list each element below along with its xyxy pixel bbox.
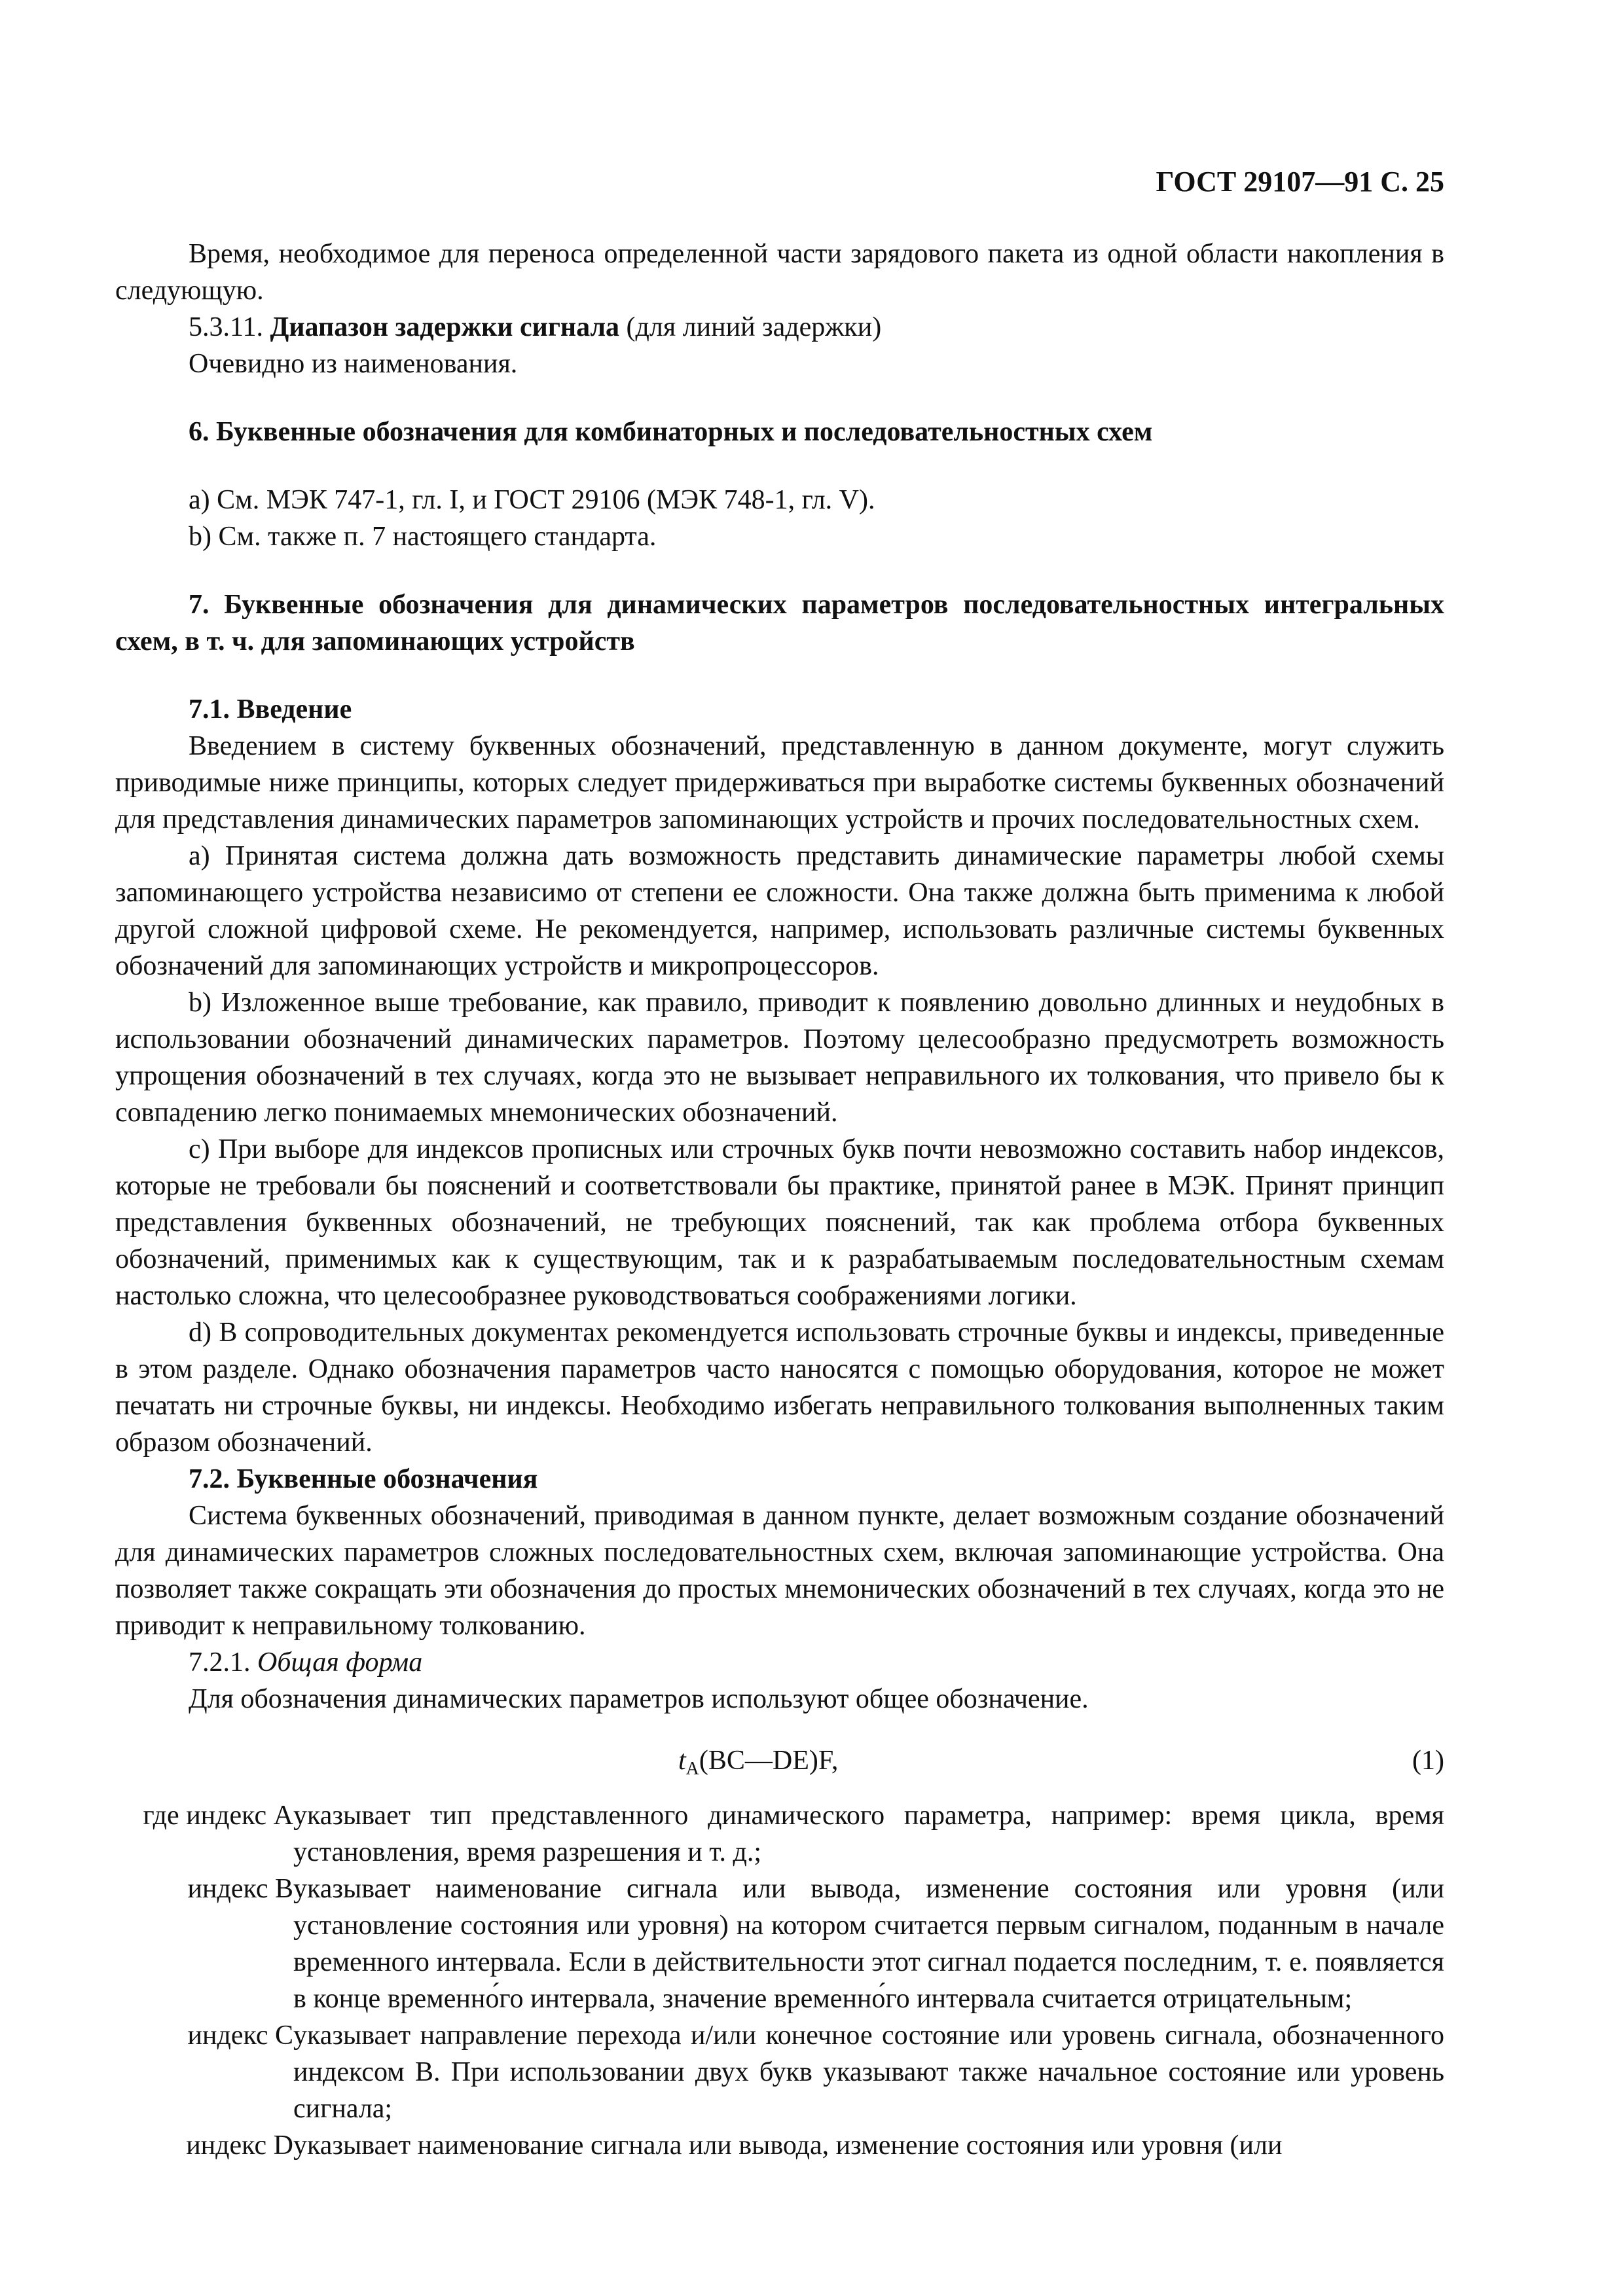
paragraph-obvious: Очевидно из наименования. [189,349,518,379]
paragraph-transfer-time: Время, необходимое для переноса определенной части зарядового пакета из одной области накопления в следующую. [115,239,1444,306]
formula-arguments: (BC—DE)F, [699,1746,839,1776]
formula-number: (1) [1412,1746,1444,1776]
definition-index-b [115,1871,1444,2017]
section-7-1-intro: Введением в систему буквенных обозначений, представленную в данном документе, могут служить приводимые ниже принципы, которых следует придерживаться при выработке системы буквенных обозначений для представления динамических параметров запоминающих устройств и прочих последовательностных схем. [115,731,1444,834]
section-7-2-heading: 7.2. Буквенные обозначения [189,1464,538,1494]
definition-index-d [115,2127,1444,2164]
definition-label: индекс D [186,2130,293,2161]
section-7-1-item-b: b) Изложенное выше требование, как правило, приводит к появлению довольно длинных и неудобных в использовании обозначений динамических параметров. Поэтому целесообразно предусмотреть возможность упрощения обозначений в тех случаях, когда это не вызывает неправильного их толкования, что привело бы к совпадению легко понимаемых мнемонических обозначений. [115,988,1444,1128]
section-7-2-1-number: 7.2.1. [189,1647,251,1677]
item-5-3-11 [115,309,1444,346]
section-7-1-item-a: a) Принятая система должна дать возможность представить динамические параметры любой схемы запоминающего устройства независимо от степени ее сложности. Она также должна быть применима к любой другой сложной цифровой схеме. Не рекомендуется, например, использовать различные системы буквенных обозначений для запоминающих устройств и микропроцессоров. [115,841,1444,981]
formula-expression [678,1742,838,1787]
page-content [115,236,1444,2164]
section-7-2-1-heading [115,1644,1444,1681]
formula-symbol: t [678,1746,686,1776]
running-header: ГОСТ 29107—91 С. 25 [1156,166,1444,198]
section-7-heading: 7. Буквенные обозначения для динамических параметров последовательностных интегральных схем, в т. ч. для запоминающих устройств [115,590,1444,656]
definition-index-c [115,2017,1444,2127]
section-7-1-item-c: c) При выборе для индексов прописных или строчных букв почти невозможно составить набор индексов, которые не требовали бы пояснений и соответствовали бы практике, принятой ранее в МЭК. Принят принцип представления буквенных обозначений, не требующих пояснений, так как проблема отбора буквенных обозначений, применимых как к существующим, так и к разрабатываемым последовательностным схемам настолько сложна, что целесообразнее руководствоваться соображениями логики. [115,1134,1444,1311]
item-5-3-11-number: 5.3.11. [189,312,263,342]
section-6-item-b: b) См. также п. 7 настоящего стандарта. [189,522,657,552]
section-7-2-1-text: Для обозначения динамических параметров используют общее обозначение. [189,1684,1089,1714]
item-5-3-11-note: (для линий задержки) [626,312,882,342]
definition-text: указывает наименование сигнала или вывода, изменение состояния или уровня (или [293,2130,1283,2161]
index-definitions [115,1797,1444,2164]
section-7-2-intro: Система буквенных обозначений, приводимая в данном пункте, делает возможным создание обозначений для динамических параметров сложных последовательностных схем, включая запоминающие устройства. Она позволяет также сокращать эти обозначения до простых мнемонических обозначений в тех случаях, когда это не приводит к неправильному толкованию. [115,1501,1444,1641]
definition-label: индекс B [187,1874,293,1904]
section-7-2-1-title: Общая форма [257,1647,423,1677]
section-7-1-item-d: d) В сопроводительных документах рекомендуется использовать строчные буквы и индексы, приведенные в этом разделе. Однако обозначения параметров часто наносятся с помощью оборудования, которое не может печатать ни строчные буквы, ни индексы. Необходимо избегать неправильного толкования выполненных таким образом обозначений. [115,1318,1444,1458]
definition-label: где индекс A [143,1801,293,1831]
section-6-heading: 6. Буквенные обозначения для комбинаторных и последовательностных схем [189,417,1153,447]
formula-1 [115,1736,1444,1785]
definition-text: указывает направление перехода и/или конечное состояние или уровень сигнала, обозначенного индексом B. При использовании двух букв указывают также начальное состояние или уровень сигнала; [293,2020,1444,2124]
section-6-item-a: a) См. МЭК 747-1, гл. I, и ГОСТ 29106 (МЭК 748-1, гл. V). [189,485,875,515]
definition-index-a [115,1797,1444,1871]
item-5-3-11-term: Диапазон задержки сигнала [270,312,620,342]
definition-text: указывает наименование сигнала или вывода, изменение состояния или уровня (или установление состояния или уровня) на котором считается первым сигналом, поданным в начале временного интервала. Если в действительности этот сигнал подается последним, т. е. появляется в конце временно́го интервала, значение временно́го интервала считается отрицательным; [293,1874,1444,2014]
definition-label: индекс C [187,2020,293,2051]
formula-subscript: A [685,1759,699,1779]
section-7-1-heading: 7.1. Введение [189,694,352,725]
definition-text: указывает тип представленного динамического параметра, например: время цикла, время установления, время разрешения и т. д.; [293,1801,1444,1867]
